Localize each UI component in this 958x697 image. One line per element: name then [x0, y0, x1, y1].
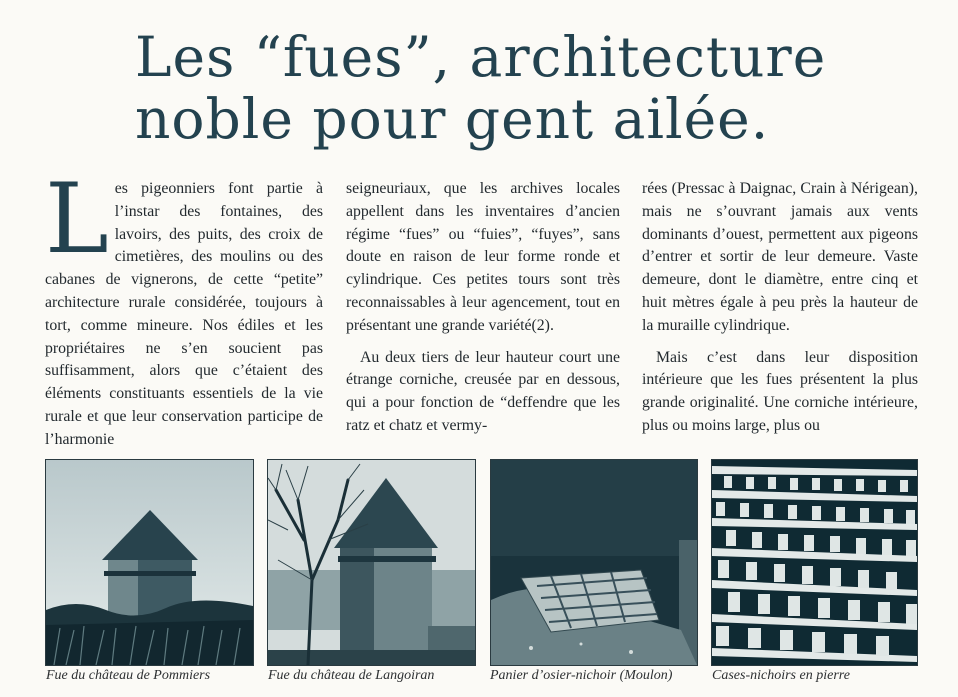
article-column-3 [642, 178, 918, 438]
column-1-text: es pigeonniers font partie à l’instar des fontaines, des lavoirs, des puits, des croix de cimetières, des moulins ou des cabanes de vignerons, de cette “petite” architecture rurale considérée, toujours à tort, comme mineure. Nos édiles et les propriétaires ne s’en soucient pas suffisamment, alors que c’étaient des éléments constituants essentiels de la vie rurale et que leur conservation participe de l’harmonie [45, 180, 323, 448]
photo-caption-cases: Cases-nichoirs en pierre [712, 668, 850, 683]
column-2-paragraph-2: Au deux tiers de leur hauteur court une étrange corniche, creusée par en dessous, qui a pour fonction de “deffendre que les ratz et chatz et vermy- [346, 348, 620, 434]
wicker-basket-photo [490, 459, 698, 666]
article-title [135, 26, 935, 150]
article-column-1 [45, 163, 323, 452]
photo-caption-panier: Panier d’osier-nichoir (Moulon) [490, 668, 673, 683]
column-3-paragraph-1: rées (Pressac à Daignac, Crain à Nérigean), mais ne s’ouvrant jamais aux vents dominants d’ouest, permettent aux pigeons d’entrer et sortir de leur demeure. Vaste demeure, dont le diamètre, entre cinq et huit mètres égale à peu près la hauteur de la muraille cylindrique. [642, 180, 918, 334]
title-line-2: noble pour gent ailée. [135, 87, 770, 151]
column-2-paragraph-1: seigneuriaux, que les archives locales appellent dans les inventaires d’ancien régime “fues” ou “fuies”, “fuyes”, sans doute en raison de leur forme ronde et cylindrique. Ces petites tours sont très reconnaissables à leur agencement, tout en présentant une grande variété(2). [346, 180, 620, 334]
photo-caption-pommiers: Fue du château de Pommiers [46, 668, 211, 683]
article-column-2 [346, 178, 620, 438]
dovecote-tree-photo [267, 459, 476, 666]
stone-nest-boxes-photo [711, 459, 918, 666]
title-line-1: Les “fues”, architecture [135, 25, 827, 89]
photo-caption-langoiran: Fue du château de Langoiran [268, 668, 435, 683]
column-3-paragraph-2: Mais c’est dans leur disposition intérieure que les fues présentent la plus grande originalité. Une corniche intérieure, plus ou moins large, plus ou [642, 348, 918, 434]
drop-cap: L [45, 163, 109, 275]
dovecote-field-photo [45, 459, 254, 666]
